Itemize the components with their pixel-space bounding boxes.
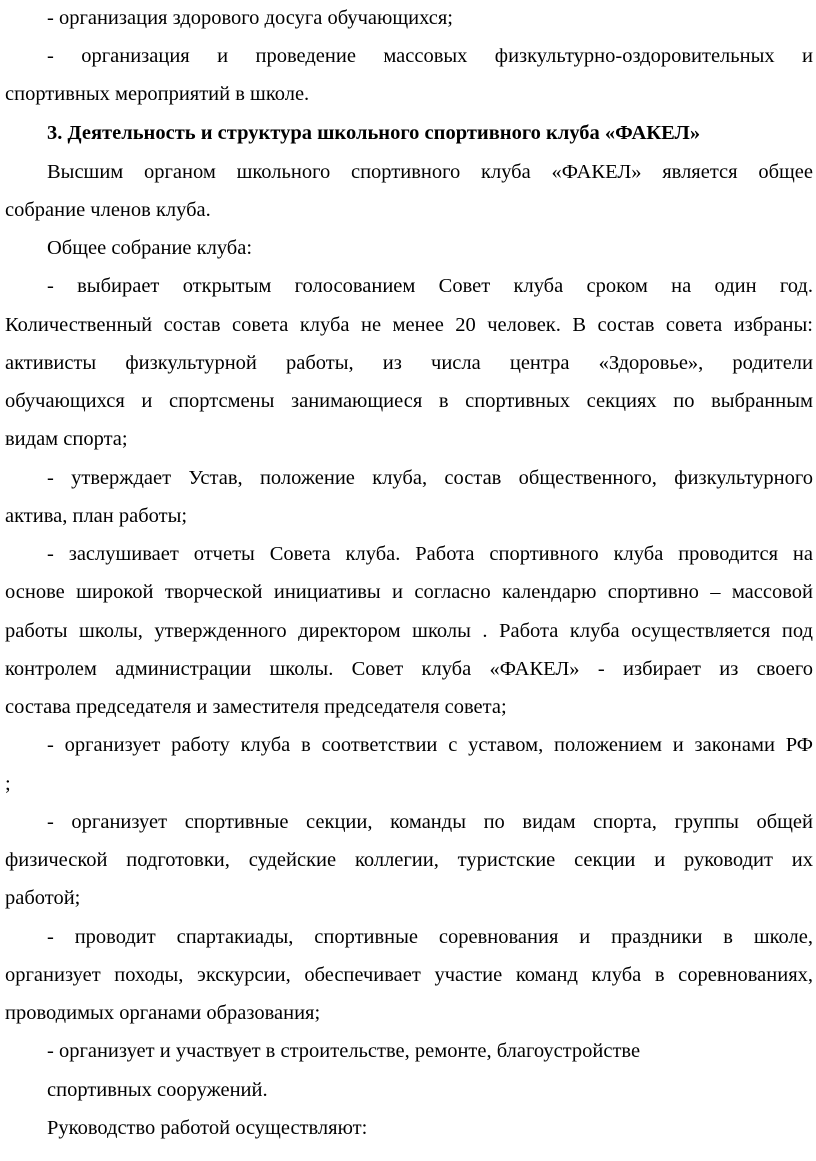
list-item: - организует и участвует в строительстве, ремонте, благоустройстве	[47, 1040, 641, 1062]
list-item: - заслушивает отчеты Совета клуба. Работа спортивного клуба проводится на	[47, 543, 813, 565]
text-line: спортивных сооружений.	[47, 1079, 268, 1101]
text-line: актива, план работы;	[5, 505, 188, 527]
paragraph-line: Общее собрание клуба:	[47, 237, 253, 259]
text-line: контролем администрации школы. Совет клуба «ФАКЕЛ» - избирает из своего	[5, 658, 813, 680]
list-item: - организует спортивные секции, команды по видам спорта, группы общей	[47, 811, 813, 833]
text-line: основе широкой творческой инициативы и согласно календарю спортивно – массовой	[5, 581, 813, 603]
text-line: ;	[5, 773, 11, 795]
list-item: - организация здорового досуга обучающихся;	[47, 7, 453, 29]
text-line: работой;	[5, 887, 81, 909]
list-item: - организация и проведение массовых физкультурно-оздоровительных и	[47, 45, 813, 67]
text-line: Количественный состав совета клуба не менее 20 человек. В состав совета избраны:	[5, 314, 813, 336]
list-item: - организует работу клуба в соответствии с уставом, положением и законами РФ	[47, 734, 813, 756]
text-line: работы школы, утвержденного директором школы . Работа клуба осуществляется под	[5, 620, 813, 642]
paragraph-line: Высшим органом школьного спортивного клуба «ФАКЕЛ» является общее	[47, 161, 813, 183]
section-heading: 3. Деятельность и структура школьного спортивного клуба «ФАКЕЛ»	[47, 122, 701, 144]
list-item: - утверждает Устав, положение клуба, состав общественного, физкультурного	[47, 467, 813, 489]
text-line: состава председателя и заместителя председателя совета;	[5, 696, 507, 718]
text-line: проводимых органами образования;	[5, 1002, 321, 1024]
text-line: физической подготовки, судейские коллегии, туристские секции и руководит их	[5, 849, 813, 871]
text-line: организует походы, экскурсии, обеспечивает участие команд клуба в соревнованиях,	[5, 964, 813, 986]
text-line: обучающихся и спортсмены занимающиеся в спортивных секциях по выбранным	[5, 390, 813, 412]
text-line: собрание членов клуба.	[5, 199, 211, 221]
paragraph-line: Руководство работой осуществляют:	[47, 1117, 368, 1139]
text-line: спортивных мероприятий в школе.	[5, 83, 310, 105]
list-item: - проводит спартакиады, спортивные соревнования и праздники в школе,	[47, 926, 813, 948]
list-item: - выбирает открытым голосованием Совет клуба сроком на один год.	[47, 275, 813, 297]
text-line: видам спорта;	[5, 428, 128, 450]
text-line: активисты физкультурной работы, из числа центра «Здоровье», родители	[5, 352, 813, 374]
